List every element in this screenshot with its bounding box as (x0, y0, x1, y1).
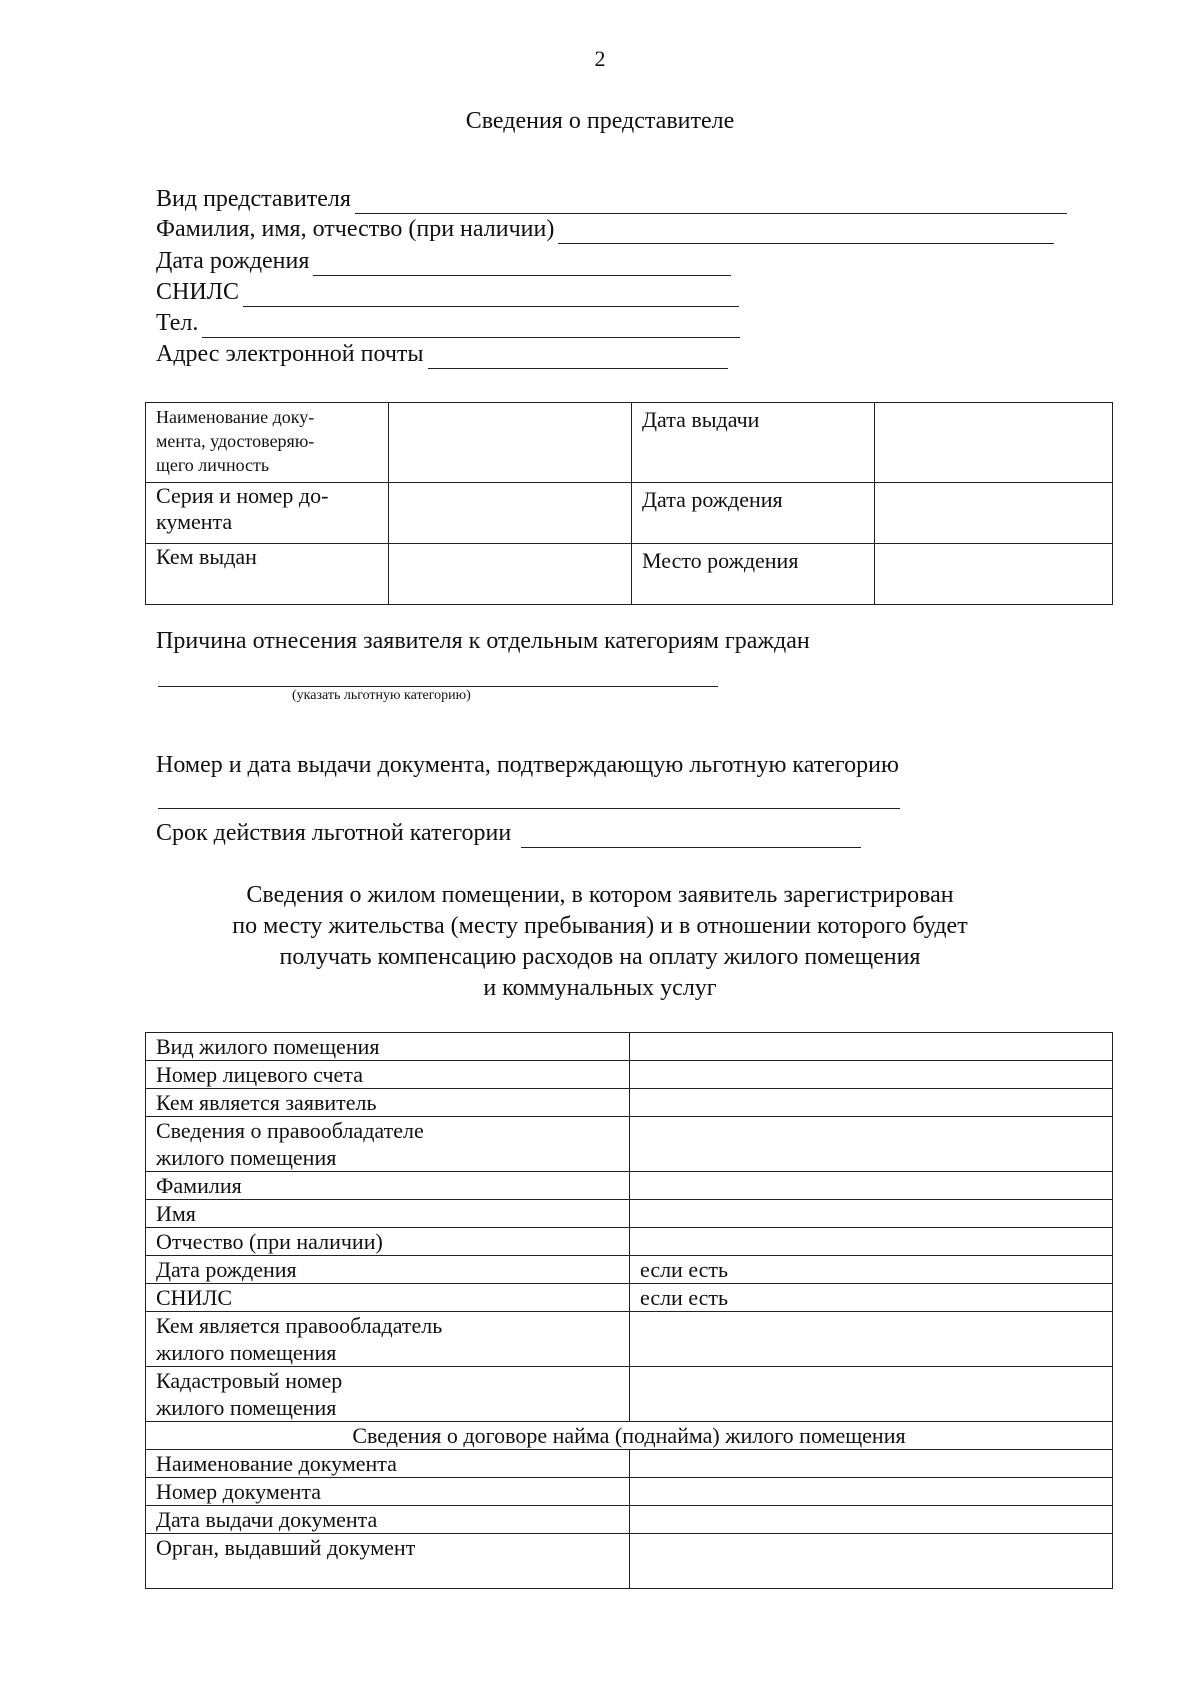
row-value[interactable] (630, 1200, 1113, 1228)
lease-section-header: Сведения о договоре найма (поднайма) жилого помещения (146, 1422, 1113, 1450)
row-value[interactable] (630, 1367, 1113, 1422)
field-phone (156, 308, 740, 338)
cell-text: Кадастровый номер (156, 1368, 343, 1393)
field-validity (156, 818, 861, 848)
table-row (146, 544, 1113, 605)
row-label: Наименование документа (146, 1450, 630, 1478)
cell-text: жилого помещения (156, 1145, 337, 1170)
housing-section-title (0, 880, 1200, 1004)
table-row (146, 483, 1113, 544)
table-row (146, 403, 1113, 483)
row-label: Дата рождения (146, 1256, 630, 1284)
doc-birth-place-label: Место рождения (632, 544, 875, 605)
table-row (146, 1256, 1113, 1284)
doc-label-cell (146, 483, 389, 544)
cell-text: мента, удостоверяю- (156, 431, 315, 451)
table-row (146, 1033, 1113, 1061)
row-value[interactable] (630, 1450, 1113, 1478)
benefit-doc-input-line[interactable] (158, 808, 900, 809)
row-value[interactable] (630, 1478, 1113, 1506)
doc-label-cell (146, 544, 389, 605)
row-value[interactable]: если есть (630, 1284, 1113, 1312)
table-row (146, 1312, 1113, 1367)
title-line: Сведения о жилом помещении, в котором заявитель зарегистрирован (246, 882, 954, 908)
doc-name-value-cell[interactable] (389, 403, 632, 483)
table-row (146, 1200, 1113, 1228)
table-row (146, 1534, 1113, 1589)
cell-text: Наименование доку- (156, 407, 315, 427)
cell-text: жилого помещения (156, 1395, 337, 1420)
cell-text: Серия и номер до- (156, 483, 329, 508)
row-value[interactable] (630, 1228, 1113, 1256)
row-value[interactable]: если есть (630, 1256, 1113, 1284)
row-label: Дата выдачи документа (146, 1506, 630, 1534)
row-value[interactable] (630, 1506, 1113, 1534)
doc-issue-date-label: Дата выдачи (632, 403, 875, 483)
row-label: Вид жилого помещения (146, 1033, 630, 1061)
table-row (146, 1284, 1113, 1312)
table-row (146, 1061, 1113, 1089)
table-row (146, 1228, 1113, 1256)
doc-issued-by-value-cell[interactable] (389, 544, 632, 605)
row-label: Фамилия (146, 1172, 630, 1200)
doc-label-cell (146, 403, 389, 483)
field-full-name (156, 214, 1054, 244)
field-label: Дата рождения (156, 248, 310, 274)
field-full-name-input[interactable] (558, 219, 1054, 244)
row-label (146, 1117, 630, 1172)
field-label: Фамилия, имя, отчество (при наличии) (156, 216, 555, 242)
field-representative-type (156, 184, 1067, 214)
reason-label: Причина отнесения заявителя к отдельным категориям граждан (156, 628, 810, 654)
row-label: Номер документа (146, 1478, 630, 1506)
field-birth-date (156, 246, 731, 276)
doc-birth-date-label: Дата рождения (632, 483, 875, 544)
row-label: Отчество (при наличии) (146, 1228, 630, 1256)
row-value[interactable] (630, 1061, 1113, 1089)
cell-text: Сведения о правообладателе (156, 1118, 424, 1143)
field-label: Вид представителя (156, 186, 351, 212)
row-value[interactable] (630, 1534, 1113, 1589)
title-line: получать компенсацию расходов на оплату жилого помещения (279, 944, 921, 970)
row-value[interactable] (630, 1312, 1113, 1367)
identity-document-table (145, 402, 1113, 605)
cell-text: Кем является правообладатель (156, 1313, 443, 1338)
table-row (146, 1450, 1113, 1478)
field-label: Срок действия льготной категории (156, 820, 512, 846)
page-number: 2 (594, 46, 606, 71)
field-label: Адрес электронной почты (156, 341, 424, 367)
table-row (146, 1117, 1113, 1172)
cell-text: щего личность (156, 455, 270, 475)
row-value[interactable] (630, 1089, 1113, 1117)
doc-birth-place-value-cell[interactable] (875, 544, 1113, 605)
reason-input-line[interactable] (158, 686, 718, 687)
table-row (146, 1367, 1113, 1422)
validity-input-line[interactable] (521, 823, 861, 848)
cell-text: кумента (156, 509, 233, 534)
housing-table (145, 1032, 1113, 1589)
table-row (146, 1478, 1113, 1506)
row-value[interactable] (630, 1033, 1113, 1061)
field-email-input[interactable] (428, 344, 728, 369)
title-line: и коммунальных услуг (483, 975, 717, 1001)
field-email (156, 339, 728, 369)
cell-text: жилого помещения (156, 1340, 337, 1365)
title-line: по месту жительства (месту пребывания) и в отношении которого будет (232, 913, 968, 939)
benefit-doc-label: Номер и дата выдачи документа, подтверждающую льготную категорию (156, 752, 899, 778)
row-value[interactable] (630, 1172, 1113, 1200)
doc-series-number-value-cell[interactable] (389, 483, 632, 544)
row-label: Орган, выдавший документ (146, 1534, 630, 1589)
row-label: СНИЛС (146, 1284, 630, 1312)
field-representative-type-input[interactable] (355, 189, 1067, 214)
doc-issue-date-value-cell[interactable] (875, 403, 1113, 483)
table-row (146, 1422, 1113, 1450)
table-row (146, 1172, 1113, 1200)
row-label (146, 1367, 630, 1422)
reason-hint: (указать льготную категорию) (292, 688, 471, 703)
field-label: Тел. (156, 310, 199, 336)
representative-section-title: Сведения о представителе (465, 108, 735, 134)
doc-birth-date-value-cell[interactable] (875, 483, 1113, 544)
row-value[interactable] (630, 1117, 1113, 1172)
field-label: СНИЛС (156, 279, 239, 305)
row-label: Имя (146, 1200, 630, 1228)
row-label: Кем является заявитель (146, 1089, 630, 1117)
table-row (146, 1089, 1113, 1117)
cell-text: Кем выдан (156, 544, 257, 569)
row-label (146, 1312, 630, 1367)
row-label: Номер лицевого счета (146, 1061, 630, 1089)
table-row (146, 1506, 1113, 1534)
field-birth-date-input[interactable] (313, 251, 731, 276)
field-phone-input[interactable] (202, 313, 740, 338)
field-snils-input[interactable] (243, 282, 739, 307)
field-snils (156, 277, 739, 307)
